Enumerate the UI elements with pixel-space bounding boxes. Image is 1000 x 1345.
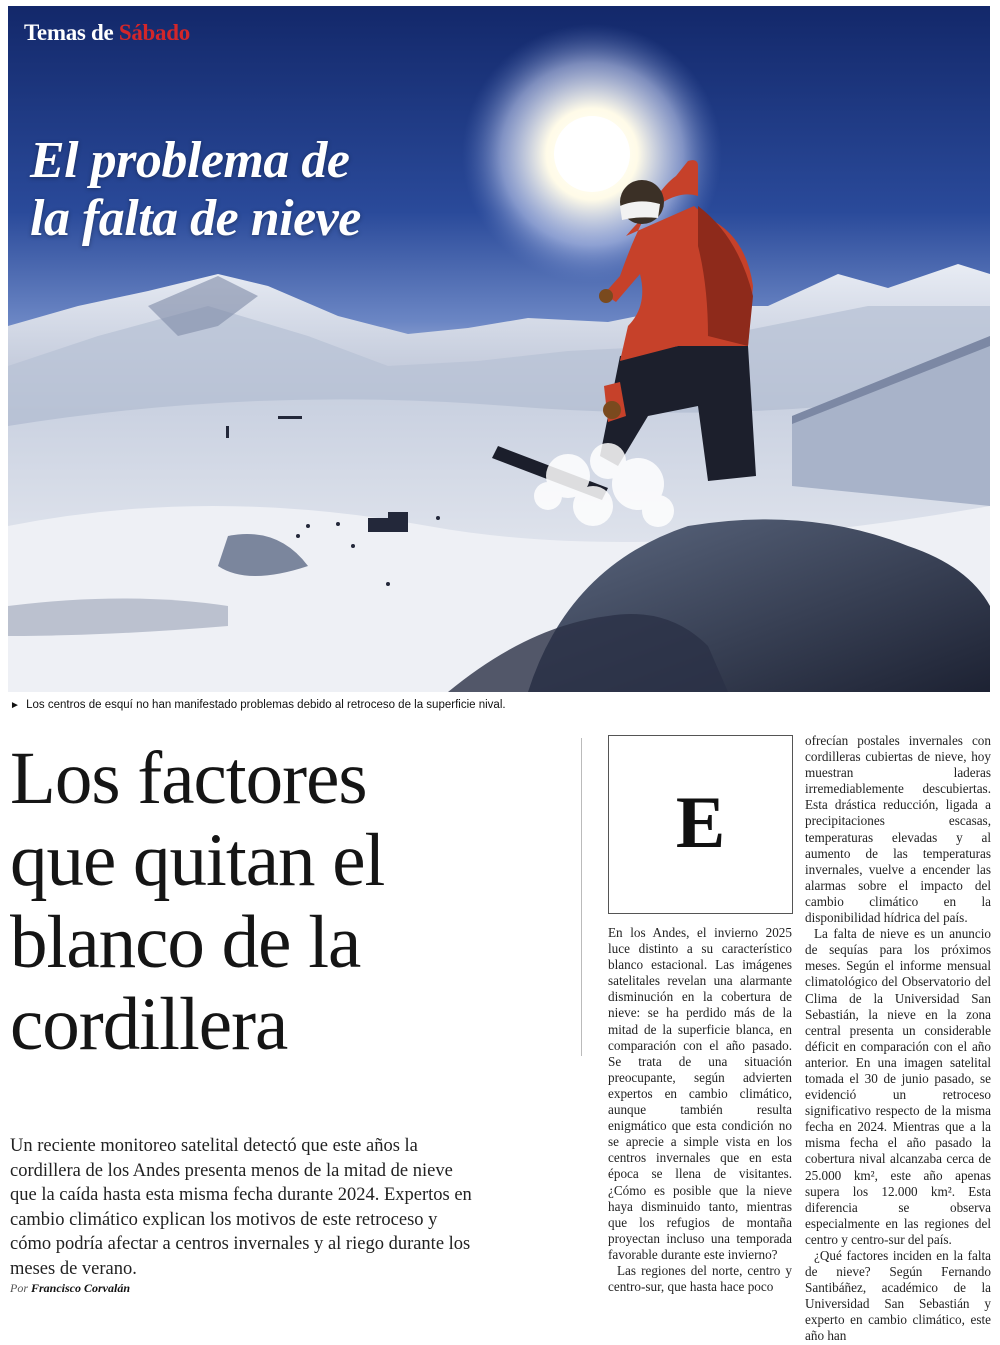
byline bbox=[10, 1281, 130, 1296]
headline-line3: blanco de la bbox=[10, 901, 361, 984]
snowboarder-photo-illustration bbox=[8, 6, 990, 692]
dropcap-box bbox=[608, 735, 793, 914]
body-paragraph: En los Andes, el invierno 2025 luce distinto a su característico blanco estacional. Las imágenes satelitales revelan una alarmante disminución en la cobertura de nieve: se ha perdido más de la mitad de la superficie blanca, en comparación con el año pasado. Se trata de una situación preocupante, según advierten expertos en cambio climático, aunque también resulta enigmático que esta condición no se aprecie a simple vista en los centros invernales que en esta época se llena de visitantes. ¿Cómo es posible que la nieve haya disminuido tanto, mientras que los refugios de montaña proyectan incluso una temporada favorable durante este invierno? bbox=[608, 925, 792, 1262]
headline-line2: que quitan el bbox=[10, 819, 385, 902]
photo-caption bbox=[10, 699, 506, 711]
caption-marker-icon: ► bbox=[10, 700, 20, 711]
headline bbox=[10, 738, 570, 1066]
body-column-2 bbox=[805, 733, 991, 1345]
hero-photo bbox=[8, 6, 990, 692]
body-paragraph: ofrecían postales invernales con cordilleras cubiertas de nieve, hoy muestran laderas irremediablemente descubiertas. Esta drástica reducción, ligada a precipitaciones escasas, temperaturas elevadas y al aumento de las temperaturas invernales, vuelve a encender las alarmas sobre el impacto del cambio climático en la disponibilidad hídrica del país. bbox=[805, 733, 991, 926]
section-accent: Sábado bbox=[118, 20, 190, 45]
lead-paragraph: Un reciente monitoreo satelital detectó que este años la cordillera de los Andes presenta menos de la mitad de nieve que la caída hasta esta misma fecha durante 2024. Expertos en cambio climático explican los motivos de este retroceso y cómo podría afectar a centros invernales y al riego durante los meses de verano. bbox=[10, 1136, 472, 1279]
byline-prefix: Por bbox=[10, 1281, 28, 1295]
headline-line1: Los factores bbox=[10, 737, 367, 820]
section-tag bbox=[24, 20, 190, 46]
column-divider bbox=[581, 738, 582, 1056]
body-paragraph: ¿Qué factores inciden en la falta de nieve? Según Fernando Santibáñez, académico de la Universidad San Sebastián y experto en cambio climático, este año han bbox=[805, 1248, 991, 1344]
body-paragraph: Las regiones del norte, centro y centro-sur, que hasta hace poco bbox=[608, 1262, 792, 1295]
body-column-1 bbox=[608, 925, 792, 1295]
headline-line4: cordillera bbox=[10, 983, 288, 1066]
hero-title-line1: El problema de bbox=[30, 132, 350, 189]
section-prefix: Temas de bbox=[24, 20, 114, 45]
body-paragraph: La falta de nieve es un anuncio de sequías para los próximos meses. Según el informe mensual climatológico del Observatorio del Clima de la Universidad San Sebastián, la nieve en la zona central presenta un considerable déficit en comparación con el año anterior. En una imagen satelital tomada el 30 de junio pasado, se evidenció un retroceso significativo respecto de la misma fecha en 2024. Mientras que a la misma fecha el año pasado la cobertura nival alcanzaba cerca de 25.000 km², este año apenas supera los 12.000 km². Esta diferencia se observa especialmente en las regiones del centro y centro-sur del país. bbox=[805, 926, 991, 1247]
hero-title-line2: la falta de nieve bbox=[30, 190, 361, 247]
hero-title bbox=[30, 132, 361, 248]
caption-text: Los centros de esquí no han manifestado problemas debido al retroceso de la superficie nival. bbox=[26, 699, 506, 711]
byline-author: Francisco Corvalán bbox=[31, 1281, 131, 1295]
dropcap-letter: E bbox=[675, 782, 726, 864]
